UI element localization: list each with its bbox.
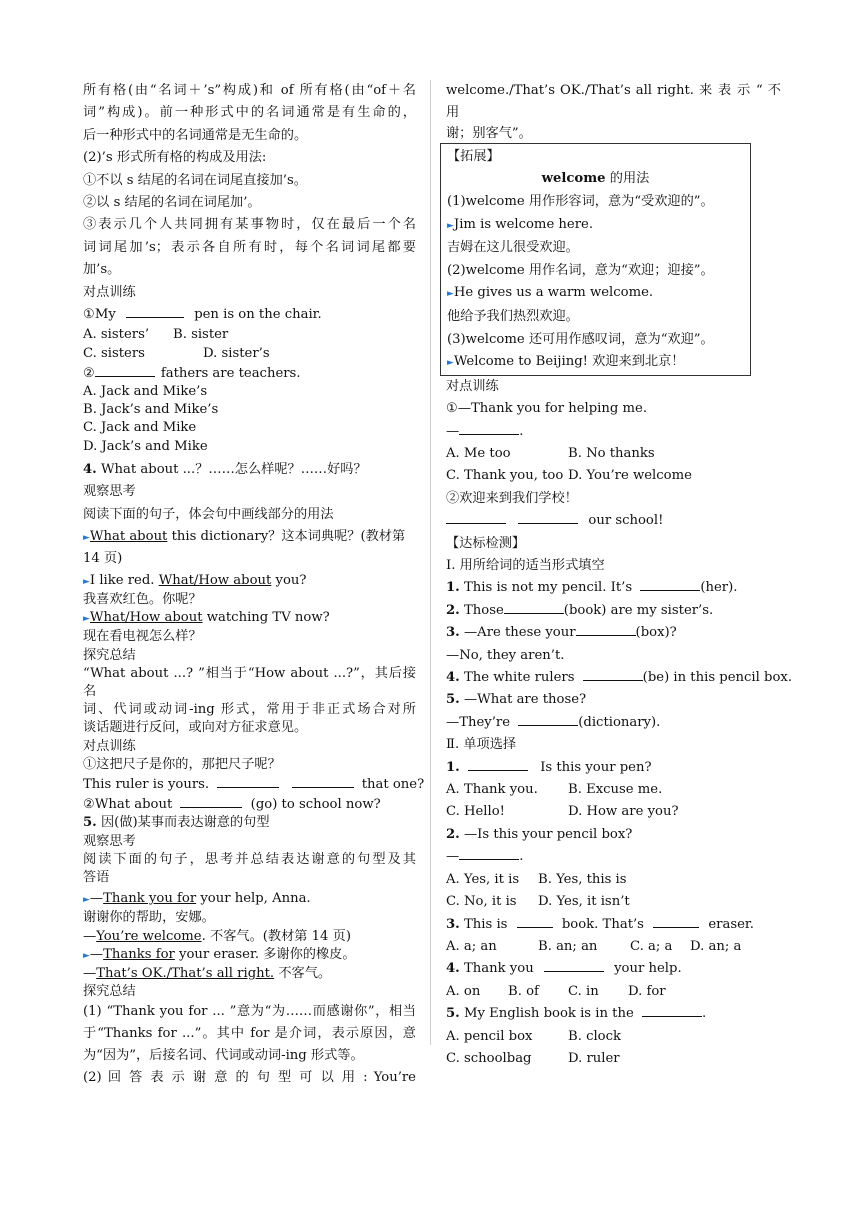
option: B. Jack’s and Mike’s [83, 402, 219, 418]
answer-line: — . [446, 421, 781, 443]
fill-question: 2. Those (book) are my sister’s. [446, 600, 781, 622]
answer-blank[interactable] [217, 774, 279, 788]
options-row: A. a; an B. an; an C. a; a D. an; a [446, 938, 742, 954]
section-heading: 【达标检测】 [446, 535, 526, 551]
choice-question: 2. —Is this your pencil box? [446, 826, 633, 842]
answer-line: —They’re (dictionary). [446, 712, 781, 734]
question-line: ①—Thank you for helping me. [446, 401, 648, 417]
choice-question: 5. My English book is in the . [446, 1003, 781, 1025]
example-line: ►Welcome to Beijing! 欢迎来到北京！ [447, 354, 685, 370]
options-row: A. Thank you. B. Excuse me. [446, 782, 663, 798]
section-heading: 4. What about ...？……怎么样呢？……好吗？ [83, 461, 367, 477]
section-heading: Ⅰ. 用所给词的适当形式填空 [446, 558, 605, 573]
text-line: 谈话题进行反问，或向对方征求意见。 [83, 720, 308, 736]
question-line: ②欢迎来到我们学校！ [446, 490, 578, 506]
box-title: welcome 的用法 [541, 171, 650, 187]
arrow-icon: ► [83, 950, 90, 961]
extension-box [440, 143, 751, 376]
options-row: A. Yes, it is B. Yes, this is [446, 871, 627, 887]
choice-question: 1. Is this your pen? [446, 757, 781, 779]
text-line: ①不以 s 结尾的名词在词尾直接加’s。 [83, 172, 307, 188]
text-line: 谢；别客气”。 [446, 125, 532, 141]
text-line: 阅读下面的句子，体会句中画线部分的用法 [83, 506, 334, 522]
arrow-icon: ► [83, 895, 90, 906]
answer-blank[interactable] [583, 667, 643, 681]
choice-question: 3. This is book. That’s eraser. [446, 914, 781, 936]
text-line: 谢谢你的帮助，安娜。 [83, 910, 215, 926]
text-line: (2)welcome 用作名词，意为“欢迎；迎接”。 [447, 262, 714, 278]
column-divider [430, 80, 431, 1045]
arrow-icon: ► [447, 220, 454, 231]
arrow-icon: ► [83, 614, 90, 625]
example-line: ►What about this dictionary？这本词典呢？(教材第 [83, 529, 406, 545]
answer-blank[interactable] [468, 757, 528, 771]
section-label: 探究总结 [83, 647, 136, 663]
example-line: ►I like red. What/How about you? [83, 572, 307, 588]
fill-question: 5. —What are those? [446, 692, 587, 708]
options-row: A. sisters’ B. sister [83, 327, 229, 343]
answer-blank[interactable] [544, 958, 604, 972]
text-line: 14 页) [83, 550, 123, 566]
arrow-icon: ► [447, 358, 454, 369]
left-column [83, 80, 425, 1089]
section-label: 对点训练 [83, 738, 136, 754]
answer-blank[interactable] [642, 1003, 702, 1017]
options-row: C. No, it is D. Yes, it isn’t [446, 894, 630, 910]
text-line: 后一种形式中的名词通常是无生命的。 [83, 127, 308, 143]
text-line: 词、代词或动词-ing 形式，常用于非正式场合对所 [83, 702, 416, 718]
section-label: 观察思考 [83, 833, 136, 849]
example-line: ►—Thanks for your eraser. 多谢你的橡皮。 [83, 946, 356, 962]
section-heading: Ⅱ. 单项选择 [446, 737, 517, 753]
arrow-icon: ► [447, 289, 454, 300]
section-label: 对点训练 [446, 378, 499, 394]
options-row: C. sisters D. sister’s [83, 345, 270, 361]
answer-line: — . [446, 846, 781, 868]
answer-blank[interactable] [180, 794, 242, 808]
text-line: (1) “Thank you for ... ”意为“为……而感谢你”，相当 [83, 1004, 416, 1020]
question-1: ①My pen is on the chair. [83, 304, 416, 326]
answer-blank[interactable] [459, 846, 519, 860]
arrow-icon: ► [83, 533, 90, 544]
answer-blank[interactable] [576, 622, 636, 636]
answer-line: our school! [446, 510, 781, 532]
text-line: 现在看电视怎么样？ [83, 629, 202, 645]
section-heading: 5. 因(做)某事而表达谢意的句型 [83, 815, 270, 831]
text-line: ③表示几个人共同拥有某事物时，仅在最后一个名 [83, 217, 416, 233]
text-line: 于“Thanks for ...”。其中 for 是介词，表示原因，意 [83, 1026, 416, 1042]
answer-blank[interactable] [518, 712, 578, 726]
answer-blank[interactable] [518, 510, 578, 524]
text-line: 我喜欢红色。你呢？ [83, 591, 202, 607]
box-tag: 【拓展】 [447, 148, 500, 164]
question-2: ② fathers are teachers. [83, 363, 416, 383]
answer-blank[interactable] [517, 914, 553, 928]
options-row: C. Thank you, too D. You’re welcome [446, 468, 692, 484]
options-row: C. schoolbag D. ruler [446, 1050, 620, 1066]
text-line: 加’s。 [83, 262, 121, 278]
text-line: 所有格(由“名词＋’s”构成)和 of 所有格(由“of＋名 [83, 83, 416, 98]
example-line: —That’s OK./That’s all right. 不客气。 [83, 965, 332, 981]
text-line: welcome./That’s OK./That’s all right. 来 表 示 “ 不 用 [446, 83, 781, 121]
example-line: ►He gives us a warm welcome. [447, 285, 654, 301]
text-line: (1)welcome 用作形容词，意为“受欢迎的”。 [447, 194, 714, 209]
text-line: 阅读下面的句子，思考并总结表达谢意的句型及其 [83, 851, 416, 867]
options-row: C. Hello! D. How are you? [446, 804, 679, 820]
section-label: 探究总结 [83, 984, 136, 1000]
text-line: 他给予我们热烈欢迎。 [447, 308, 579, 324]
fill-question: 3. —Are these your (box)? [446, 622, 781, 644]
answer-blank[interactable] [653, 914, 699, 928]
answer-blank[interactable] [640, 577, 700, 591]
option: A. Jack and Mike’s [83, 384, 208, 400]
answer-blank[interactable] [504, 600, 564, 614]
text-line: ①这把尺子是你的，那把尺子呢？ [83, 756, 281, 772]
fill-question: 4. The white rulers (be) in this pencil box. [446, 667, 781, 689]
choice-question: 4. Thank you your help. [446, 958, 781, 980]
text-line: (2) 回 答 表 示 谢 意 的 句 型 可 以 用 : You’re [83, 1070, 416, 1086]
text-line: “What about ...? ”相当于“How about ...?”，其后接名 [83, 665, 416, 699]
answer-blank[interactable] [459, 421, 519, 435]
section-label: 观察思考 [83, 484, 136, 500]
options-row: A. Me too B. No thanks [446, 445, 655, 461]
answer-blank[interactable] [95, 363, 155, 377]
text-line: 答语 [83, 869, 110, 885]
example-line: —You’re welcome. 不客气。(教材第 14 页) [83, 928, 351, 944]
exercise-line: This ruler is yours. that one? [83, 774, 416, 794]
options-row: A. pencil box B. clock [446, 1028, 621, 1044]
text-line: 词词尾加’s；表示各自所有时，每个名词词尾都要 [83, 239, 416, 255]
arrow-icon: ► [83, 576, 90, 587]
text-line: 词”构成)。前一种形式中的名词通常是有生命的， [83, 105, 416, 121]
right-column [446, 80, 793, 1070]
section-label: 对点训练 [83, 284, 136, 300]
answer-blank[interactable] [126, 304, 184, 318]
text-line: (2)’s 形式所有格的构成及用法: [83, 150, 267, 166]
answer-blank[interactable] [292, 774, 354, 788]
example-line: ►Jim is welcome here. [447, 216, 594, 232]
example-line: ►What/How about watching TV now? [83, 610, 330, 626]
text-line: 吉姆在这儿很受欢迎。 [447, 240, 579, 256]
text-line: (3)welcome 还可用作感叹词，意为“欢迎”。 [447, 331, 714, 347]
fill-question: 1. This is not my pencil. It’s (her). [446, 577, 781, 599]
option: C. Jack and Mike [83, 420, 197, 436]
example-line: ►—Thank you for your help, Anna. [83, 891, 311, 907]
answer-blank[interactable] [446, 510, 506, 524]
options-row: A. on B. of C. in D. for [446, 983, 666, 999]
option: D. Jack’s and Mike [83, 438, 208, 454]
exercise-line: ②What about (go) to school now? [83, 794, 416, 814]
text-line: —No, they aren’t. [446, 647, 565, 663]
text-line: 为“因为”，后接名词、代词或动词-ing 形式等。 [83, 1048, 364, 1064]
text-line: ②以 s 结尾的名词在词尾加’。 [83, 195, 261, 211]
